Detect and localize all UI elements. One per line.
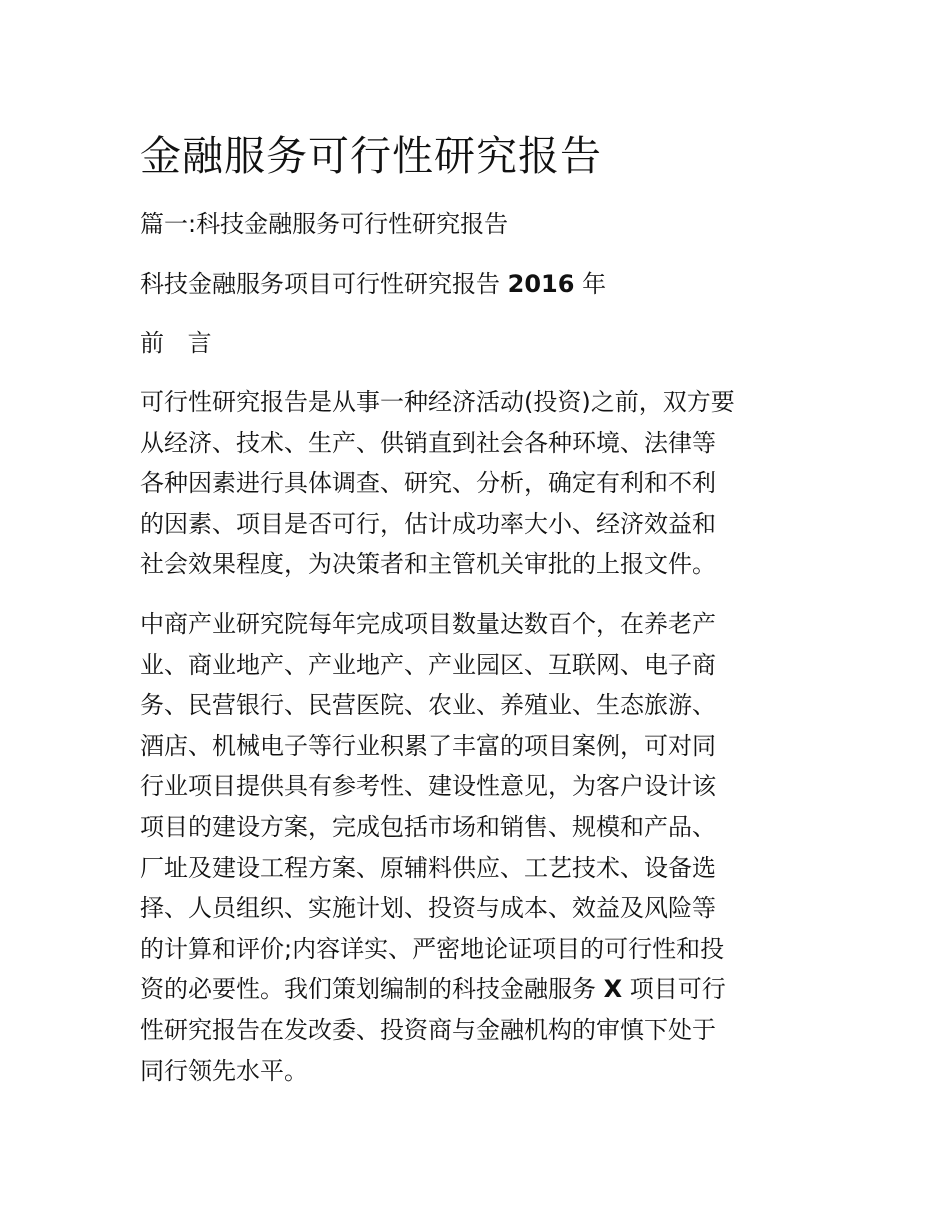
paragraph-line: 择、人员组织、实施计划、投资与成本、效益及风险等 [140, 894, 716, 923]
subtitle-year-suffix: 年 [574, 270, 607, 298]
paragraph-line: 同行领先水平。 [140, 1056, 308, 1085]
line-text-after: 项目可行 [622, 975, 726, 1004]
paragraph-company-description [140, 604, 820, 1091]
subtitle-report-text: 科技金融服务项目可行性研究报告 [140, 270, 508, 298]
paragraph-line-with-bold [140, 969, 820, 1010]
paragraph-line: 中商产业研究院每年完成项目数量达数百个，在养老产 [140, 610, 716, 638]
subtitle-chapter-one: 篇一:科技金融服务可行性研究报告 [140, 210, 509, 238]
paragraph-line: 酒店、机械电子等行业积累了丰富的项目案例，可对同 [140, 731, 716, 760]
paragraph-line: 的计算和评价;内容详实、严密地论证项目的可行性和投 [140, 934, 725, 963]
paragraph-line: 可行性研究报告是从事一种经济活动(投资)之前，双方要 [140, 388, 735, 416]
project-letter-x: X [603, 975, 623, 1004]
paragraph-line: 各种因素进行具体调查、研究、分析，确定有利和不利 [140, 469, 716, 498]
line-text-before: 资的必要性。我们策划编制的科技金融服务 [140, 975, 604, 1004]
document-title: 金融服务可行性研究报告 [140, 132, 602, 180]
paragraph-line: 业、商业地产、产业地产、产业园区、互联网、电子商 [140, 650, 716, 679]
paragraph-line: 社会效果程度，为决策者和主管机关审批的上报文件。 [140, 550, 716, 579]
paragraph-line: 的因素、项目是否可行，估计成功率大小、经济效益和 [140, 509, 716, 538]
paragraph-line: 行业项目提供具有参考性、建设性意见，为客户设计该 [140, 772, 716, 801]
paragraph-introduction [140, 382, 820, 585]
paragraph-line: 性研究报告在发改委、投资商与金融机构的审慎下处于 [140, 1015, 716, 1044]
paragraph-line: 厂址及建设工程方案、原辅料供应、工艺技术、设备选 [140, 853, 716, 882]
paragraph-line: 务、民营银行、民营医院、农业、养殖业、生态旅游、 [140, 691, 716, 720]
paragraph-line: 项目的建设方案，完成包括市场和销售、规模和产品、 [140, 812, 716, 841]
paragraph-line: 从经济、技术、生产、供销直到社会各种环境、法律等 [140, 428, 716, 457]
subtitle-report-year [140, 267, 606, 301]
section-heading-preface: 前 言 [140, 329, 220, 357]
subtitle-year-number: 2016 [507, 270, 575, 298]
